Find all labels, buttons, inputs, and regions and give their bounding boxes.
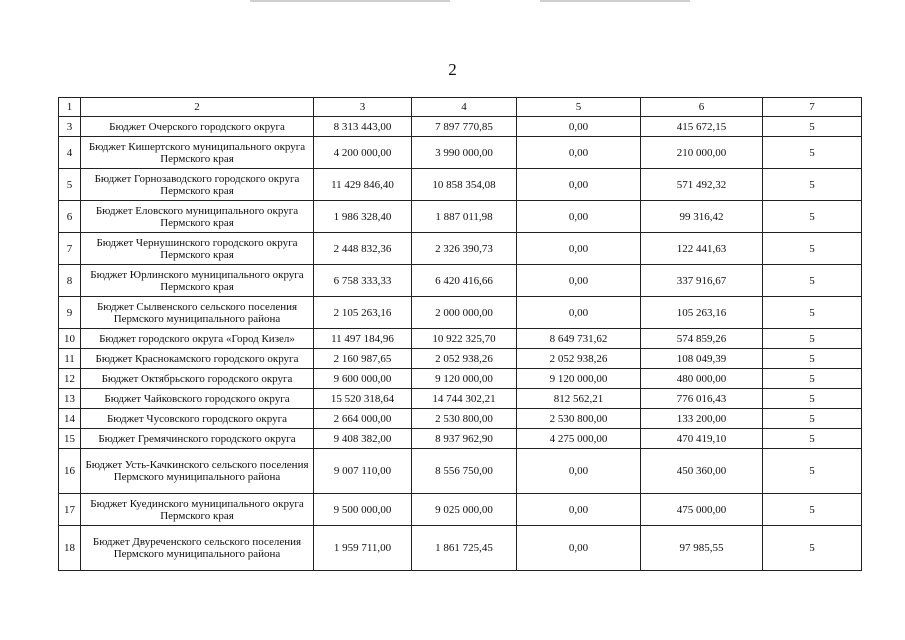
- cell-col3: 9 600 000,00: [314, 369, 412, 389]
- cell-col6: 99 316,42: [641, 201, 763, 233]
- cell-col6: 480 000,00: [641, 369, 763, 389]
- cell-col5: 4 275 000,00: [517, 429, 641, 449]
- row-number: 4: [59, 137, 81, 169]
- column-header: 5: [517, 98, 641, 117]
- cell-col5: 0,00: [517, 494, 641, 526]
- row-number: 6: [59, 201, 81, 233]
- row-number: 7: [59, 233, 81, 265]
- row-number: 13: [59, 389, 81, 409]
- cell-col4: 8 937 962,90: [412, 429, 517, 449]
- cell-col3: 9 500 000,00: [314, 494, 412, 526]
- cell-col6: 105 263,16: [641, 297, 763, 329]
- cell-col4: 1 887 011,98: [412, 201, 517, 233]
- row-number: 5: [59, 169, 81, 201]
- column-header: 1: [59, 98, 81, 117]
- cell-col5: 0,00: [517, 233, 641, 265]
- cell-col7: 5: [763, 389, 862, 409]
- cell-col7: 5: [763, 201, 862, 233]
- row-number: 11: [59, 349, 81, 369]
- budget-name: Бюджет Краснокамского городского округа: [81, 349, 314, 369]
- cell-col7: 5: [763, 265, 862, 297]
- table-row: [59, 169, 862, 201]
- cell-col3: 1 986 328,40: [314, 201, 412, 233]
- cell-col3: 4 200 000,00: [314, 137, 412, 169]
- column-header: 4: [412, 98, 517, 117]
- cell-col5: 0,00: [517, 117, 641, 137]
- page-number: 2: [448, 60, 457, 79]
- cell-col6: 470 419,10: [641, 429, 763, 449]
- row-number: 10: [59, 329, 81, 349]
- cell-col4: 9 025 000,00: [412, 494, 517, 526]
- cell-col5: 8 649 731,62: [517, 329, 641, 349]
- table-row: [59, 349, 862, 369]
- table-row: [59, 409, 862, 429]
- cell-col6: 475 000,00: [641, 494, 763, 526]
- budget-name: Бюджет Октябрьского городского округа: [81, 369, 314, 389]
- cell-col3: 9 408 382,00: [314, 429, 412, 449]
- cell-col3: 15 520 318,64: [314, 389, 412, 409]
- row-number: 3: [59, 117, 81, 137]
- table-row: [59, 265, 862, 297]
- table-row: [59, 137, 862, 169]
- cell-col4: 3 990 000,00: [412, 137, 517, 169]
- cell-col5: 812 562,21: [517, 389, 641, 409]
- cell-col4: 7 897 770,85: [412, 117, 517, 137]
- scan-artifact-line-right: [540, 0, 690, 2]
- cell-col5: 9 120 000,00: [517, 369, 641, 389]
- table-row: [59, 369, 862, 389]
- cell-col3: 6 758 333,33: [314, 265, 412, 297]
- cell-col5: 0,00: [517, 169, 641, 201]
- row-number: 9: [59, 297, 81, 329]
- cell-col5: 0,00: [517, 265, 641, 297]
- budget-name: Бюджет Чайковского городского округа: [81, 389, 314, 409]
- table-row: [59, 449, 862, 494]
- table-row: [59, 297, 862, 329]
- cell-col5: 0,00: [517, 449, 641, 494]
- cell-col7: 5: [763, 233, 862, 265]
- budget-name: Бюджет Двуреченского сельского поселения Пермского муниципального района: [81, 526, 314, 571]
- cell-col6: 108 049,39: [641, 349, 763, 369]
- cell-col6: 571 492,32: [641, 169, 763, 201]
- budget-table: [58, 97, 862, 571]
- column-header: 7: [763, 98, 862, 117]
- cell-col4: 1 861 725,45: [412, 526, 517, 571]
- cell-col6: 337 916,67: [641, 265, 763, 297]
- cell-col5: 0,00: [517, 137, 641, 169]
- row-number: 15: [59, 429, 81, 449]
- budget-name: Бюджет Сылвенского сельского поселения Пермского муниципального района: [81, 297, 314, 329]
- row-number: 8: [59, 265, 81, 297]
- cell-col4: 10 922 325,70: [412, 329, 517, 349]
- cell-col7: 5: [763, 137, 862, 169]
- budget-name: Бюджет Усть-Качкинского сельского поселения Пермского муниципального района: [81, 449, 314, 494]
- row-number: 12: [59, 369, 81, 389]
- cell-col5: 2 530 800,00: [517, 409, 641, 429]
- cell-col4: 2 052 938,26: [412, 349, 517, 369]
- budget-name: Бюджет Кишертского муниципального округа Пермского края: [81, 137, 314, 169]
- table-row: [59, 233, 862, 265]
- cell-col3: 1 959 711,00: [314, 526, 412, 571]
- budget-name: Бюджет Юрлинского муниципального округа Пермского края: [81, 265, 314, 297]
- cell-col4: 2 530 800,00: [412, 409, 517, 429]
- budget-name: Бюджет Еловского муниципального округа Пермского края: [81, 201, 314, 233]
- cell-col5: 0,00: [517, 297, 641, 329]
- budget-name: Бюджет Гремячинского городского округа: [81, 429, 314, 449]
- cell-col6: 210 000,00: [641, 137, 763, 169]
- cell-col4: 10 858 354,08: [412, 169, 517, 201]
- budget-name: Бюджет Очерского городского округа: [81, 117, 314, 137]
- cell-col5: 0,00: [517, 201, 641, 233]
- cell-col7: 5: [763, 526, 862, 571]
- cell-col7: 5: [763, 429, 862, 449]
- cell-col3: 2 664 000,00: [314, 409, 412, 429]
- table-row: [59, 494, 862, 526]
- cell-col4: 2 326 390,73: [412, 233, 517, 265]
- row-number: 16: [59, 449, 81, 494]
- cell-col3: 9 007 110,00: [314, 449, 412, 494]
- cell-col4: 2 000 000,00: [412, 297, 517, 329]
- cell-col4: 14 744 302,21: [412, 389, 517, 409]
- column-header: 6: [641, 98, 763, 117]
- cell-col6: 97 985,55: [641, 526, 763, 571]
- row-number: 14: [59, 409, 81, 429]
- cell-col3: 2 105 263,16: [314, 297, 412, 329]
- budget-name: Бюджет Чернушинского городского округа Пермского края: [81, 233, 314, 265]
- cell-col6: 450 360,00: [641, 449, 763, 494]
- cell-col4: 6 420 416,66: [412, 265, 517, 297]
- budget-name: Бюджет Куединского муниципального округа Пермского края: [81, 494, 314, 526]
- cell-col3: 8 313 443,00: [314, 117, 412, 137]
- budget-name: Бюджет Горнозаводского городского округа Пермского края: [81, 169, 314, 201]
- column-header: 2: [81, 98, 314, 117]
- cell-col7: 5: [763, 409, 862, 429]
- cell-col7: 5: [763, 297, 862, 329]
- cell-col7: 5: [763, 169, 862, 201]
- table-row: [59, 201, 862, 233]
- table-row: [59, 429, 862, 449]
- cell-col7: 5: [763, 117, 862, 137]
- cell-col6: 415 672,15: [641, 117, 763, 137]
- cell-col5: 2 052 938,26: [517, 349, 641, 369]
- table-header-row: [59, 98, 862, 117]
- row-number: 18: [59, 526, 81, 571]
- budget-name: Бюджет городского округа «Город Кизел»: [81, 329, 314, 349]
- budget-name: Бюджет Чусовского городского округа: [81, 409, 314, 429]
- cell-col7: 5: [763, 329, 862, 349]
- table-row: [59, 389, 862, 409]
- cell-col6: 133 200,00: [641, 409, 763, 429]
- cell-col3: 2 448 832,36: [314, 233, 412, 265]
- cell-col4: 9 120 000,00: [412, 369, 517, 389]
- table-row: [59, 526, 862, 571]
- cell-col3: 11 497 184,96: [314, 329, 412, 349]
- table-row: [59, 329, 862, 349]
- cell-col3: 11 429 846,40: [314, 169, 412, 201]
- column-header: 3: [314, 98, 412, 117]
- row-number: 17: [59, 494, 81, 526]
- table-row: [59, 117, 862, 137]
- cell-col6: 776 016,43: [641, 389, 763, 409]
- cell-col4: 8 556 750,00: [412, 449, 517, 494]
- cell-col6: 122 441,63: [641, 233, 763, 265]
- scan-artifact-line-left: [250, 0, 450, 2]
- cell-col7: 5: [763, 369, 862, 389]
- cell-col7: 5: [763, 449, 862, 494]
- cell-col7: 5: [763, 494, 862, 526]
- cell-col6: 574 859,26: [641, 329, 763, 349]
- cell-col7: 5: [763, 349, 862, 369]
- cell-col3: 2 160 987,65: [314, 349, 412, 369]
- cell-col5: 0,00: [517, 526, 641, 571]
